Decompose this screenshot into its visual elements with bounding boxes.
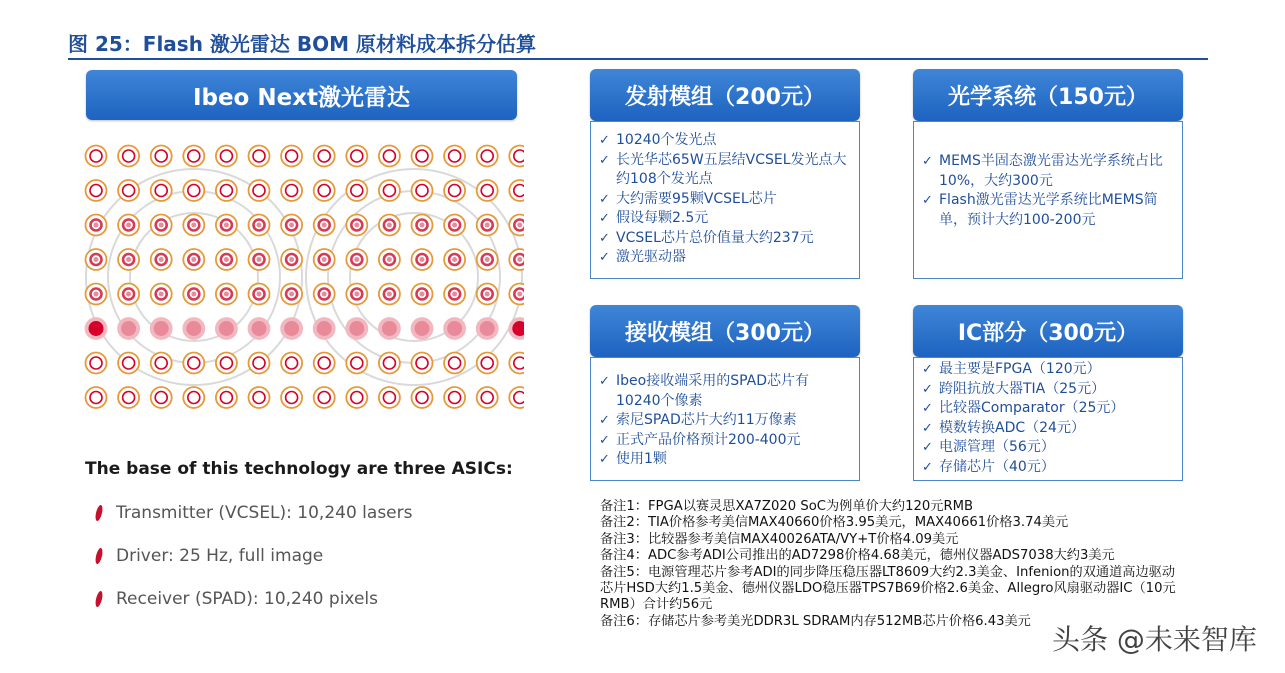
vcsel-dot-grid [84, 142, 524, 414]
vcsel-dot [216, 284, 237, 305]
vcsel-dot [249, 353, 270, 374]
list-item: ✓ 长光华芯65W五层结VCSEL发光点大约108个发光点 [599, 151, 847, 187]
vcsel-dot [281, 318, 302, 339]
receiver-box [590, 357, 860, 481]
vcsel-dot [216, 318, 237, 339]
vcsel-dot [86, 146, 107, 167]
vcsel-dot [86, 353, 107, 374]
optics-list [922, 152, 1174, 230]
list-item: ✓ 电源管理（56元） [922, 438, 1174, 458]
check-icon: ✓ [922, 401, 933, 416]
vcsel-dot [118, 146, 139, 167]
vcsel-dot [444, 215, 465, 236]
vcsel-dot [477, 249, 498, 270]
vcsel-dot [346, 318, 367, 339]
asic-item-label: Receiver (SPAD): 10,240 pixels [116, 589, 378, 609]
receiver-header: 接收模组（300元） [590, 305, 860, 357]
ic-list [922, 360, 1174, 477]
vcsel-dot [281, 180, 302, 201]
list-item: ✓ 使用1颗 [599, 450, 851, 470]
notes-block [600, 499, 1180, 630]
vcsel-dot [509, 387, 524, 408]
vcsel-dot [86, 180, 107, 201]
note-line: 备注6：存储芯片参考美光DDR3L SDRAM内存512MB芯片价格6.43美元 [600, 613, 1031, 629]
vcsel-dot [183, 215, 204, 236]
vcsel-dot [509, 249, 524, 270]
page-title: 图 25：Flash 激光雷达 BOM 原材料成本拆分估算 [68, 32, 536, 56]
emitter-list [599, 131, 851, 268]
check-icon: ✓ [599, 152, 610, 168]
vcsel-dot [314, 180, 335, 201]
vcsel-dot [151, 146, 172, 167]
check-icon: ✓ [922, 381, 933, 397]
red-bullet-icon [94, 505, 103, 521]
list-item: ✓ 10240个发光点 [599, 131, 851, 151]
vcsel-dot [216, 353, 237, 374]
note-line: 备注2：TIA价格参考美信MAX40660价格3.95美元，MAX40661价格3.74美元 [600, 515, 1069, 531]
asic-item-receiver [96, 589, 378, 609]
vcsel-dot [509, 284, 524, 305]
vcsel-dot [151, 318, 172, 339]
note-line: 备注4：ADC参考ADI公司推出的AD7298价格4.68美元，德州仪器ADS7038大约3美元 [600, 548, 1115, 564]
vcsel-dot [412, 284, 433, 305]
emitter-box [590, 121, 860, 279]
check-icon: ✓ [599, 133, 610, 148]
asic-title: The base of this technology are three ASICs: [85, 459, 513, 479]
vcsel-dot [249, 284, 270, 305]
check-icon: ✓ [599, 211, 610, 226]
vcsel-dot [379, 318, 400, 339]
vcsel-dot [346, 284, 367, 305]
list-item: ✓ 模数转换ADC（24元） [922, 419, 1174, 439]
check-icon: ✓ [599, 432, 610, 448]
vcsel-dot [477, 353, 498, 374]
red-bullet-icon [94, 548, 103, 564]
vcsel-dot [444, 180, 465, 201]
vcsel-dot [412, 146, 433, 167]
vcsel-dot [314, 249, 335, 270]
vcsel-dot [412, 249, 433, 270]
vcsel-dot [412, 215, 433, 236]
list-item: ✓ Flash激光雷达光学系统比MEMS简单，预计大约100-200元 [922, 192, 1158, 228]
receiver-list [599, 372, 851, 470]
list-item: ✓ 假设每颗2.5元 [599, 209, 851, 229]
list-item: ✓ 索尼SPAD芯片大约11万像素 [599, 411, 851, 431]
vcsel-dot [249, 387, 270, 408]
vcsel-dot [216, 249, 237, 270]
vcsel-dot [477, 318, 498, 339]
vcsel-dot [444, 387, 465, 408]
list-item: ✓ Ibeo接收端采用的SPAD芯片有10240个像素 [599, 373, 809, 409]
emitter-header: 发射模组（200元） [590, 69, 860, 121]
asic-item-transmitter [96, 503, 412, 523]
vcsel-dot [216, 180, 237, 201]
vcsel-dot [183, 180, 204, 201]
vcsel-dot [444, 249, 465, 270]
dot-grid-svg [84, 142, 524, 414]
vcsel-dot [281, 284, 302, 305]
vcsel-dot [477, 146, 498, 167]
vcsel-dot [118, 284, 139, 305]
vcsel-dot [379, 180, 400, 201]
vcsel-dot [314, 284, 335, 305]
vcsel-dot [444, 146, 465, 167]
vcsel-dot [249, 180, 270, 201]
vcsel-dot [346, 180, 367, 201]
vcsel-dot [118, 180, 139, 201]
vcsel-dot [412, 180, 433, 201]
vcsel-dot [151, 353, 172, 374]
list-item: ✓ 激光驱动器 [599, 248, 851, 268]
asic-item-label: Driver: 25 Hz, full image [116, 546, 324, 566]
vcsel-dot [281, 215, 302, 236]
vcsel-dot [379, 353, 400, 374]
check-icon: ✓ [599, 191, 610, 207]
vcsel-dot [151, 215, 172, 236]
vcsel-dot [444, 284, 465, 305]
vcsel-dot [509, 215, 524, 236]
vcsel-dot [346, 387, 367, 408]
check-icon: ✓ [599, 452, 610, 467]
vcsel-dot [216, 387, 237, 408]
list-item: ✓ 最主要是FPGA（120元） [922, 360, 1174, 380]
vcsel-dot [412, 353, 433, 374]
vcsel-dot [314, 353, 335, 374]
vcsel-dot [444, 318, 465, 339]
check-icon: ✓ [922, 420, 933, 436]
vcsel-dot [477, 387, 498, 408]
vcsel-dot [249, 146, 270, 167]
vcsel-dot [118, 249, 139, 270]
vcsel-dot [477, 284, 498, 305]
vcsel-dot [249, 215, 270, 236]
vcsel-dot [346, 215, 367, 236]
vcsel-dot [346, 249, 367, 270]
list-item: ✓ 比较器Comparator（25元） [922, 399, 1174, 419]
list-item: ✓ MEMS半固态激光雷达光学系统占比10%，大约300元 [922, 153, 1163, 189]
vcsel-dot [183, 318, 204, 339]
vcsel-dot [379, 215, 400, 236]
list-item: ✓ 跨阻抗放大器TIA（25元） [922, 380, 1174, 400]
vcsel-dot [379, 249, 400, 270]
vcsel-dot [86, 249, 107, 270]
title-divider [68, 58, 1208, 60]
vcsel-dot [509, 353, 524, 374]
check-icon: ✓ [599, 230, 610, 246]
optics-box [913, 121, 1183, 279]
vcsel-dot [281, 249, 302, 270]
vcsel-dot [86, 215, 107, 236]
vcsel-dot [314, 318, 335, 339]
vcsel-dot [379, 387, 400, 408]
list-item: ✓ 存储芯片（40元） [922, 458, 1174, 478]
vcsel-dot [151, 387, 172, 408]
note-line: 备注1：FPGA以赛灵思XA7Z020 SoC为例单价大约120元RMB [600, 499, 974, 514]
check-icon: ✓ [599, 413, 610, 428]
vcsel-dot [249, 249, 270, 270]
vcsel-dot [509, 318, 524, 339]
vcsel-dot [444, 353, 465, 374]
list-item: ✓ 正式产品价格预计200-400元 [599, 431, 851, 451]
check-icon: ✓ [922, 193, 933, 208]
list-item: ✓ VCSEL芯片总价值量大约237元 [599, 229, 851, 249]
vcsel-dot [86, 387, 107, 408]
vcsel-dot [412, 318, 433, 339]
vcsel-dot [477, 180, 498, 201]
vcsel-dot [183, 387, 204, 408]
check-icon: ✓ [599, 250, 610, 265]
vcsel-dot [151, 284, 172, 305]
vcsel-dot [477, 215, 498, 236]
watermark: 头条 @未来智库 [1052, 623, 1257, 656]
vcsel-dot [412, 387, 433, 408]
vcsel-dot [118, 215, 139, 236]
asic-item-label: Transmitter (VCSEL): 10,240 lasers [116, 503, 413, 523]
vcsel-dot [118, 387, 139, 408]
vcsel-dot [151, 180, 172, 201]
vcsel-dot [216, 215, 237, 236]
vcsel-dot [346, 146, 367, 167]
vcsel-dot [183, 353, 204, 374]
vcsel-dot [249, 318, 270, 339]
vcsel-dot [86, 318, 107, 339]
vcsel-dot [379, 146, 400, 167]
vcsel-dot [86, 284, 107, 305]
vcsel-dot [509, 146, 524, 167]
note-line: 备注5：电源管理芯片参考ADI的同步降压稳压器LT8609大约2.3美金、Infenion的双通道高边驱动芯片HSD大约1.5美金、德州仪器LDO稳压器TPS7B69价格2.6美金、Allegro风扇驱动器IC（10元RMB）合计约56元 [600, 564, 1176, 613]
vcsel-dot [118, 318, 139, 339]
vcsel-dot [281, 353, 302, 374]
vcsel-dot [281, 146, 302, 167]
vcsel-dot [314, 387, 335, 408]
vcsel-dot [281, 387, 302, 408]
vcsel-dot [379, 284, 400, 305]
check-icon: ✓ [922, 440, 933, 455]
vcsel-dot [314, 146, 335, 167]
vcsel-dot [183, 284, 204, 305]
vcsel-dot [314, 215, 335, 236]
ic-box [913, 357, 1183, 481]
check-icon: ✓ [922, 362, 933, 377]
asic-item-driver [96, 546, 323, 566]
check-icon: ✓ [922, 154, 933, 169]
note-line: 备注3：比较器参考美信MAX40026ATA/VY+T价格4.09美元 [600, 531, 959, 547]
vcsel-dot [216, 146, 237, 167]
vcsel-dot [183, 146, 204, 167]
vcsel-dot [509, 180, 524, 201]
vcsel-dot [346, 353, 367, 374]
vcsel-dot [118, 353, 139, 374]
ic-header: IC部分（300元） [913, 305, 1183, 357]
vcsel-dot [183, 249, 204, 270]
vcsel-dot [151, 249, 172, 270]
check-icon: ✓ [599, 374, 610, 389]
list-item: ✓ 大约需要95颗VCSEL芯片 [599, 190, 851, 210]
check-icon: ✓ [922, 459, 933, 475]
red-bullet-icon [94, 591, 103, 607]
lidar-banner: Ibeo Next激光雷达 [86, 70, 517, 120]
optics-header: 光学系统（150元） [913, 69, 1183, 121]
